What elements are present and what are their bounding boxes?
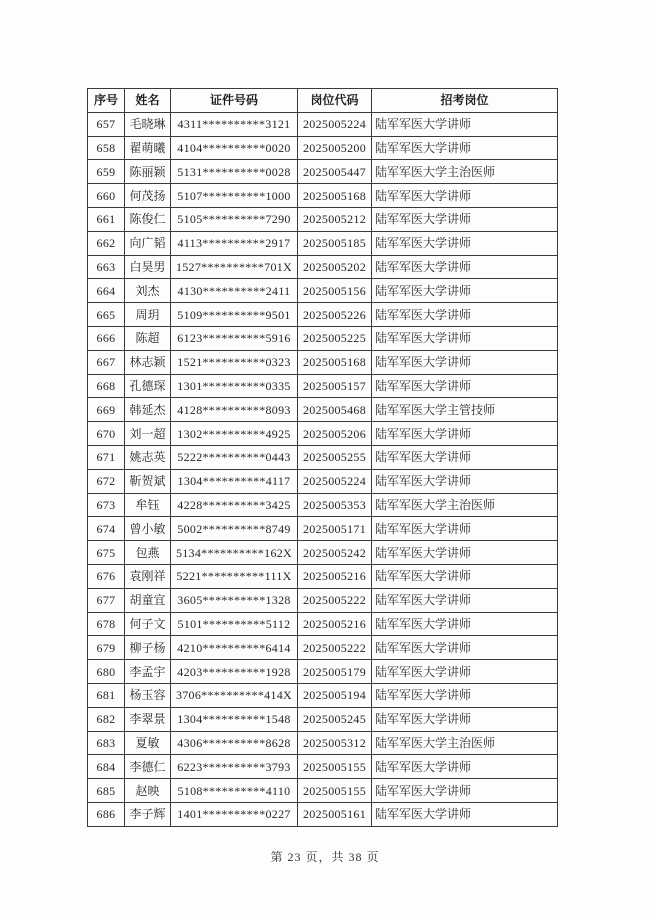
cell-position: 陆军军医大学主治医师 <box>372 160 558 184</box>
cell-name: 何子文 <box>125 612 171 636</box>
cell-name: 陈超 <box>125 326 171 350</box>
table-row <box>88 184 558 208</box>
table-row <box>88 255 558 279</box>
cell-position-code: 2025005155 <box>298 755 372 779</box>
cell-id-number: 6223**********3793 <box>171 755 298 779</box>
cell-position: 陆军军医大学讲师 <box>372 612 558 636</box>
cell-serial: 677 <box>88 588 125 612</box>
cell-position: 陆军军医大学讲师 <box>372 707 558 731</box>
cell-name: 姚志英 <box>125 445 171 469</box>
cell-id-number: 5131**********0028 <box>171 160 298 184</box>
cell-serial: 680 <box>88 660 125 684</box>
cell-name: 何茂扬 <box>125 184 171 208</box>
column-header-position: 招考岗位 <box>372 89 558 113</box>
cell-position-code: 2025005312 <box>298 731 372 755</box>
cell-position: 陆军军医大学讲师 <box>372 279 558 303</box>
table-row <box>88 398 558 422</box>
cell-name: 陈俊仁 <box>125 207 171 231</box>
cell-id-number: 1302**********4925 <box>171 422 298 446</box>
cell-name: 杨玉容 <box>125 683 171 707</box>
column-header-serial: 序号 <box>88 89 125 113</box>
table-row <box>88 779 558 803</box>
cell-position: 陆军军医大学讲师 <box>372 136 558 160</box>
cell-serial: 668 <box>88 374 125 398</box>
cell-position-code: 2025005222 <box>298 588 372 612</box>
page-number-indicator: 第 23 页，共 38 页 <box>270 850 380 864</box>
cell-position-code: 2025005255 <box>298 445 372 469</box>
cell-position: 陆军军医大学讲师 <box>372 588 558 612</box>
cell-serial: 676 <box>88 564 125 588</box>
cell-name: 靳贺斌 <box>125 469 171 493</box>
cell-id-number: 1304**********4117 <box>171 469 298 493</box>
cell-name: 刘杰 <box>125 279 171 303</box>
table-row <box>88 136 558 160</box>
cell-position: 陆军军医大学讲师 <box>372 374 558 398</box>
cell-id-number: 4228**********3425 <box>171 493 298 517</box>
cell-position: 陆军军医大学主治医师 <box>372 493 558 517</box>
table-row <box>88 564 558 588</box>
table-row <box>88 160 558 184</box>
cell-name: 柳子杨 <box>125 636 171 660</box>
cell-id-number: 4104**********0020 <box>171 136 298 160</box>
cell-serial: 658 <box>88 136 125 160</box>
cell-name: 白昊男 <box>125 255 171 279</box>
cell-position-code: 2025005156 <box>298 279 372 303</box>
table-row <box>88 541 558 565</box>
cell-position-code: 2025005200 <box>298 136 372 160</box>
cell-serial: 662 <box>88 231 125 255</box>
cell-name: 林志颖 <box>125 350 171 374</box>
cell-id-number: 1527**********701X <box>171 255 298 279</box>
cell-serial: 669 <box>88 398 125 422</box>
cell-position-code: 2025005222 <box>298 636 372 660</box>
cell-position-code: 2025005245 <box>298 707 372 731</box>
cell-position: 陆军军医大学讲师 <box>372 255 558 279</box>
cell-position-code: 2025005216 <box>298 564 372 588</box>
cell-id-number: 1304**********1548 <box>171 707 298 731</box>
cell-serial: 670 <box>88 422 125 446</box>
cell-position: 陆军军医大学讲师 <box>372 802 558 826</box>
cell-position-code: 2025005224 <box>298 112 372 136</box>
table-row <box>88 755 558 779</box>
column-header-position-code: 岗位代码 <box>298 89 372 113</box>
cell-id-number: 5222**********0443 <box>171 445 298 469</box>
cell-position-code: 2025005185 <box>298 231 372 255</box>
table-row <box>88 326 558 350</box>
cell-serial: 686 <box>88 802 125 826</box>
cell-position-code: 2025005468 <box>298 398 372 422</box>
cell-position: 陆军军医大学讲师 <box>372 755 558 779</box>
cell-name: 曾小敏 <box>125 517 171 541</box>
cell-position: 陆军军医大学讲师 <box>372 779 558 803</box>
cell-position: 陆军军医大学讲师 <box>372 231 558 255</box>
cell-name: 赵映 <box>125 779 171 803</box>
cell-position-code: 2025005155 <box>298 779 372 803</box>
table-body <box>88 112 558 826</box>
cell-position: 陆军军医大学讲师 <box>372 422 558 446</box>
cell-id-number: 5221**********111X <box>171 564 298 588</box>
cell-id-number: 5109**********9501 <box>171 303 298 327</box>
cell-serial: 683 <box>88 731 125 755</box>
cell-position-code: 2025005206 <box>298 422 372 446</box>
table-row <box>88 660 558 684</box>
cell-position: 陆军军医大学讲师 <box>372 350 558 374</box>
cell-position-code: 2025005216 <box>298 612 372 636</box>
cell-position: 陆军军医大学讲师 <box>372 445 558 469</box>
table-row <box>88 279 558 303</box>
cell-position: 陆军军医大学讲师 <box>372 326 558 350</box>
cell-position: 陆军军医大学讲师 <box>372 303 558 327</box>
table-row <box>88 445 558 469</box>
cell-serial: 667 <box>88 350 125 374</box>
cell-serial: 684 <box>88 755 125 779</box>
cell-id-number: 1301**********0335 <box>171 374 298 398</box>
cell-serial: 678 <box>88 612 125 636</box>
cell-position: 陆军军医大学主管技师 <box>372 398 558 422</box>
cell-id-number: 5108**********4110 <box>171 779 298 803</box>
cell-serial: 664 <box>88 279 125 303</box>
cell-serial: 657 <box>88 112 125 136</box>
cell-position: 陆军军医大学讲师 <box>372 184 558 208</box>
table-row <box>88 207 558 231</box>
column-header-id-number: 证件号码 <box>171 89 298 113</box>
cell-position-code: 2025005224 <box>298 469 372 493</box>
cell-name: 李德仁 <box>125 755 171 779</box>
cell-name: 韩延杰 <box>125 398 171 422</box>
cell-position: 陆军军医大学主治医师 <box>372 731 558 755</box>
cell-id-number: 6123**********5916 <box>171 326 298 350</box>
cell-id-number: 5101**********5112 <box>171 612 298 636</box>
cell-position-code: 2025005212 <box>298 207 372 231</box>
table-row <box>88 802 558 826</box>
cell-id-number: 4128**********8093 <box>171 398 298 422</box>
cell-id-number: 5107**********1000 <box>171 184 298 208</box>
cell-position-code: 2025005242 <box>298 541 372 565</box>
cell-position-code: 2025005179 <box>298 660 372 684</box>
cell-name: 陈丽颖 <box>125 160 171 184</box>
cell-position: 陆军军医大学讲师 <box>372 207 558 231</box>
cell-serial: 679 <box>88 636 125 660</box>
cell-name: 翟萌曦 <box>125 136 171 160</box>
cell-serial: 659 <box>88 160 125 184</box>
cell-name: 包燕 <box>125 541 171 565</box>
cell-serial: 665 <box>88 303 125 327</box>
cell-id-number: 1521**********0323 <box>171 350 298 374</box>
cell-name: 袁刚祥 <box>125 564 171 588</box>
table-row <box>88 374 558 398</box>
table-header <box>88 89 558 113</box>
cell-serial: 672 <box>88 469 125 493</box>
table-row <box>88 731 558 755</box>
cell-position-code: 2025005168 <box>298 184 372 208</box>
cell-id-number: 3706**********414X <box>171 683 298 707</box>
cell-id-number: 4113**********2917 <box>171 231 298 255</box>
cell-serial: 681 <box>88 683 125 707</box>
cell-position: 陆军军医大学讲师 <box>372 564 558 588</box>
table-header-row <box>88 89 558 113</box>
cell-id-number: 5105**********7290 <box>171 207 298 231</box>
cell-serial: 671 <box>88 445 125 469</box>
cell-serial: 674 <box>88 517 125 541</box>
cell-serial: 663 <box>88 255 125 279</box>
table-row <box>88 469 558 493</box>
cell-id-number: 4306**********8628 <box>171 731 298 755</box>
cell-name: 毛晓琳 <box>125 112 171 136</box>
table-row <box>88 636 558 660</box>
table-row <box>88 422 558 446</box>
cell-id-number: 4130**********2411 <box>171 279 298 303</box>
cell-serial: 685 <box>88 779 125 803</box>
table-row <box>88 231 558 255</box>
cell-position-code: 2025005226 <box>298 303 372 327</box>
cell-id-number: 1401**********0227 <box>171 802 298 826</box>
cell-position-code: 2025005168 <box>298 350 372 374</box>
cell-position-code: 2025005353 <box>298 493 372 517</box>
table-row <box>88 112 558 136</box>
cell-position-code: 2025005157 <box>298 374 372 398</box>
cell-id-number: 4203**********1928 <box>171 660 298 684</box>
cell-name: 夏敏 <box>125 731 171 755</box>
cell-serial: 682 <box>88 707 125 731</box>
cell-serial: 661 <box>88 207 125 231</box>
cell-position: 陆军军医大学讲师 <box>372 469 558 493</box>
cell-position-code: 2025005225 <box>298 326 372 350</box>
cell-id-number: 3605**********1328 <box>171 588 298 612</box>
cell-name: 向广韬 <box>125 231 171 255</box>
cell-position-code: 2025005194 <box>298 683 372 707</box>
cell-name: 李子辉 <box>125 802 171 826</box>
cell-name: 李翠景 <box>125 707 171 731</box>
table-row <box>88 612 558 636</box>
cell-position: 陆军军医大学讲师 <box>372 683 558 707</box>
cell-position-code: 2025005171 <box>298 517 372 541</box>
cell-position: 陆军军医大学讲师 <box>372 112 558 136</box>
cell-position: 陆军军医大学讲师 <box>372 636 558 660</box>
table-row <box>88 350 558 374</box>
cell-position-code: 2025005161 <box>298 802 372 826</box>
table-row <box>88 707 558 731</box>
cell-position: 陆军军医大学讲师 <box>372 660 558 684</box>
table-row <box>88 683 558 707</box>
cell-name: 孔德琛 <box>125 374 171 398</box>
cell-serial: 666 <box>88 326 125 350</box>
cell-position-code: 2025005202 <box>298 255 372 279</box>
table-row <box>88 493 558 517</box>
cell-id-number: 4210**********6414 <box>171 636 298 660</box>
table-row <box>88 588 558 612</box>
table-row <box>88 303 558 327</box>
cell-id-number: 5002**********8749 <box>171 517 298 541</box>
table-row <box>88 517 558 541</box>
cell-position: 陆军军医大学讲师 <box>372 517 558 541</box>
cell-serial: 660 <box>88 184 125 208</box>
cell-name: 胡童宜 <box>125 588 171 612</box>
cell-name: 李孟宇 <box>125 660 171 684</box>
cell-name: 刘一超 <box>125 422 171 446</box>
cell-serial: 673 <box>88 493 125 517</box>
cell-position: 陆军军医大学讲师 <box>372 541 558 565</box>
recruitment-roster-table <box>87 88 558 827</box>
cell-id-number: 4311**********3121 <box>171 112 298 136</box>
cell-position-code: 2025005447 <box>298 160 372 184</box>
cell-serial: 675 <box>88 541 125 565</box>
cell-name: 牟钰 <box>125 493 171 517</box>
cell-name: 周玥 <box>125 303 171 327</box>
column-header-name: 姓名 <box>125 89 171 113</box>
cell-id-number: 5134**********162X <box>171 541 298 565</box>
